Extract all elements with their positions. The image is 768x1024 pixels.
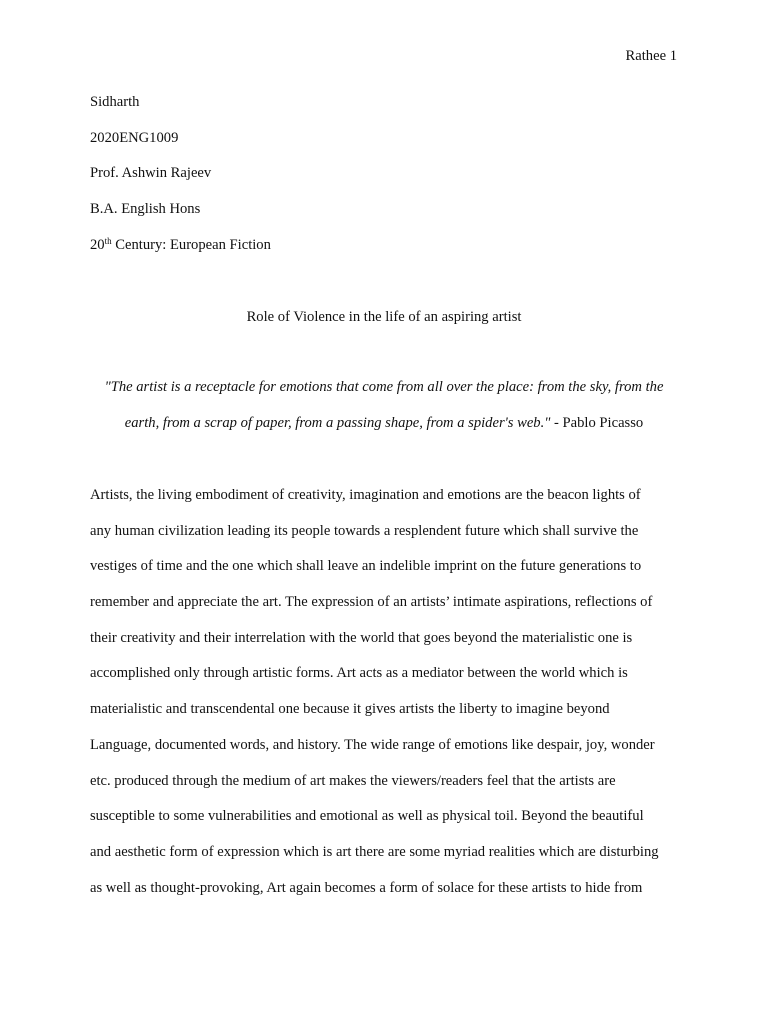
epigraph-attribution: - Pablo Picasso [550,414,644,431]
paper-title-rest: Century: European Fiction [111,236,271,253]
body-line: remember and appreciate the art. The expression of an artists’ intimate aspirations, reflections of [90,594,653,611]
epigraph-quote-part-1: "The artist is a receptacle for emotions that come from all over the place: from the sky, from the [104,379,664,395]
body-line: Language, documented words, and history. The wide range of emotions like despair, joy, wonder [90,736,655,753]
epigraph-line-2 [90,413,678,449]
epigraph-quote-part-2: earth, from a scrap of paper, from a passing shape, from a spider's web." [124,414,551,431]
paper-ordinal-suffix: th [104,235,112,246]
paper-number: 20 [90,236,105,253]
body-line: as well as thought-provoking, Art again becomes a form of solace for these artists to hide from [90,879,643,896]
body-line: any human civilization leading its people towards a resplendent future which shall survive the [90,522,639,539]
body-paragraph [90,485,690,913]
body-line: their creativity and their interrelation with the world that goes beyond the materialistic one is [90,629,633,646]
paper-name [90,235,690,271]
body-line: etc. produced through the medium of art makes the viewers/readers feel that the artists are [90,772,616,789]
body-line: Artists, the living embodiment of creativity, imagination and emotions are the beacon lights of [90,487,641,503]
roll-number: 2020ENG1009 [90,129,179,146]
body-line: and aesthetic form of expression which is art there are some myriad realities which are disturbing [90,843,659,860]
student-name: Sidharth [90,94,140,110]
epigraph-line-1 [90,377,678,413]
epigraph [90,377,678,448]
essay-title: Role of Violence in the life of an aspiring artist [246,309,522,325]
course-name: B.A. English Hons [90,201,201,218]
running-head: Rathee 1 [625,48,677,64]
body-line: accomplished only through artistic forms. Art acts as a mediator between the world which is [90,665,628,682]
professor-name: Prof. Ashwin Rajeev [90,165,212,182]
body-line: susceptible to some vulnerabilities and emotional as well as physical toil. Beyond the beautiful [90,808,644,825]
body-line: materialistic and transcendental one because it gives artists the liberty to imagine beyond [90,701,610,718]
student-info-block [90,92,690,270]
body-line: vestiges of time and the one which shall leave an indelible imprint on the future generations to [90,558,642,575]
